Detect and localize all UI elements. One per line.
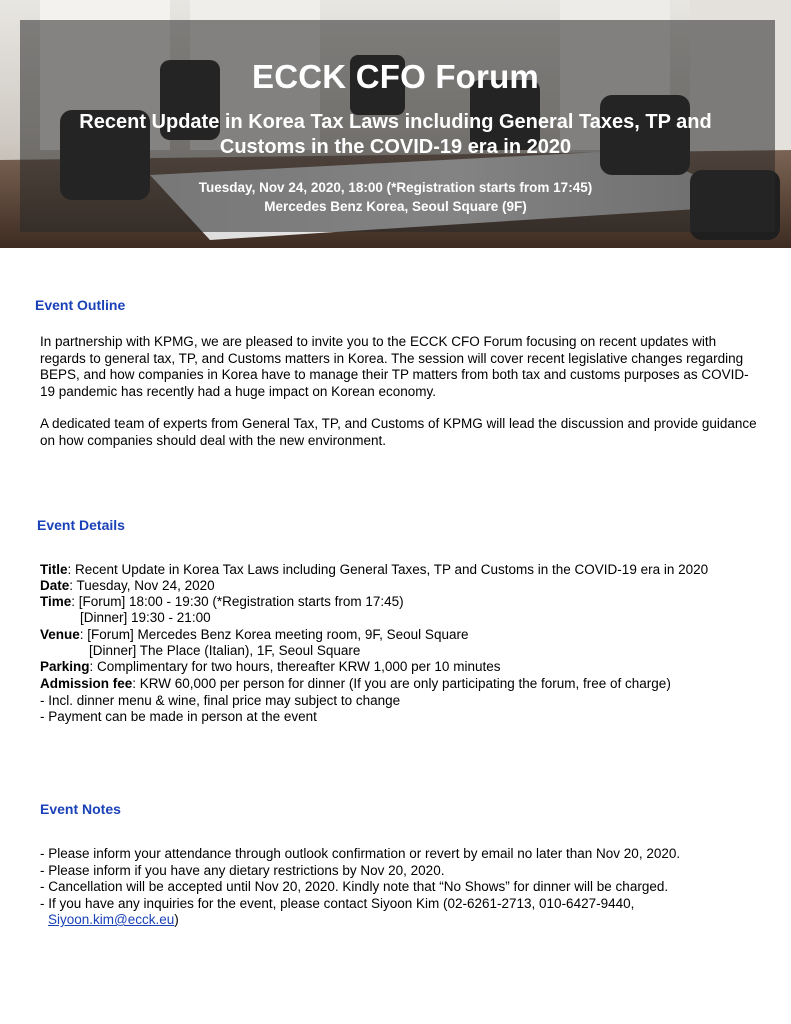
detail-title-value: : Recent Update in Korea Tax Laws including General Taxes, TP and Customs in the COVID-19 era in 2020 [67, 562, 709, 577]
detail-venue-value: : [Forum] Mercedes Benz Korea meeting room, 9F, Seoul Square [79, 627, 469, 642]
note-cancellation: - Cancellation will be accepted until Nov 20, 2020. Kindly note that “No Shows” for dinner will be charged. [40, 879, 669, 894]
event-venue: Mercedes Benz Korea, Seoul Square (9F) [264, 199, 527, 214]
detail-admission-fee [40, 676, 671, 691]
detail-parking-value: : Complimentary for two hours, thereafter KRW 1,000 per 10 minutes [89, 659, 501, 674]
event-details-heading: Event Details [37, 517, 125, 533]
outline-paragraph-2: A dedicated team of experts from General Tax, TP, and Customs of KPMG will lead the discussion and provide guidance on how companies should deal with the new environment. [40, 416, 757, 448]
event-datetime: Tuesday, Nov 24, 2020, 18:00 (*Registration starts from 17:45) [198, 180, 593, 195]
detail-note-dinner: - Incl. dinner menu & wine, final price may subject to change [40, 693, 401, 708]
detail-fee-label: Admission fee [40, 676, 133, 691]
note-inquiries: - If you have any inquiries for the event, please contact Siyoon Kim (02-6261-2713, 010-6427-9440, [40, 896, 635, 911]
event-title: ECCK CFO Forum [252, 58, 539, 95]
detail-parking [40, 659, 500, 674]
detail-time-dinner: [Dinner] 19:30 - 21:00 [80, 610, 211, 625]
detail-date [40, 578, 215, 593]
detail-venue [40, 627, 468, 642]
detail-time-label: Time [40, 594, 72, 609]
event-subtitle: Recent Update in Korea Tax Laws including General Taxes, TP and Customs in the COVID-19 era in 2020 [79, 111, 712, 158]
contact-email-link[interactable]: Siyoon.kim@ecck.eu [48, 912, 175, 927]
event-notes-heading: Event Notes [40, 801, 121, 817]
detail-time [40, 594, 404, 609]
note-dietary: - Please inform if you have any dietary restrictions by Nov 20, 2020. [40, 863, 445, 878]
detail-title-label: Title [40, 562, 68, 577]
detail-time-value: : [Forum] 18:00 - 19:30 (*Registration starts from 17:45) [71, 594, 404, 609]
note-attendance: - Please inform your attendance through outlook confirmation or revert by email no later than Nov 20, 2020. [40, 846, 681, 861]
detail-venue-label: Venue [40, 627, 80, 642]
detail-date-value: : Tuesday, Nov 24, 2020 [69, 578, 215, 593]
header-banner [0, 0, 791, 248]
detail-title [40, 562, 708, 577]
detail-venue-dinner: [Dinner] The Place (Italian), 1F, Seoul Square [89, 643, 361, 658]
detail-parking-label: Parking [40, 659, 90, 674]
detail-date-label: Date [40, 578, 70, 593]
outline-paragraph-1: In partnership with KPMG, we are pleased to invite you to the ECCK CFO Forum focusing on recent updates with regards to general tax, TP, and Customs matters in Korea. The session will cover recent legislative changes regarding BEPS, and how companies in Korea have to manage their TP matters from both tax and customs purposes as COVID-19 pandemic has recently had a huge impact on Korean economy. [40, 334, 749, 399]
note-inquiries-end: ) [174, 912, 179, 927]
event-outline-heading: Event Outline [35, 297, 126, 313]
detail-fee-value: : KRW 60,000 per person for dinner (If you are only participating the forum, free of charge) [132, 676, 671, 691]
note-contact-email-line [48, 912, 179, 927]
detail-note-payment: - Payment can be made in person at the event [40, 709, 317, 724]
